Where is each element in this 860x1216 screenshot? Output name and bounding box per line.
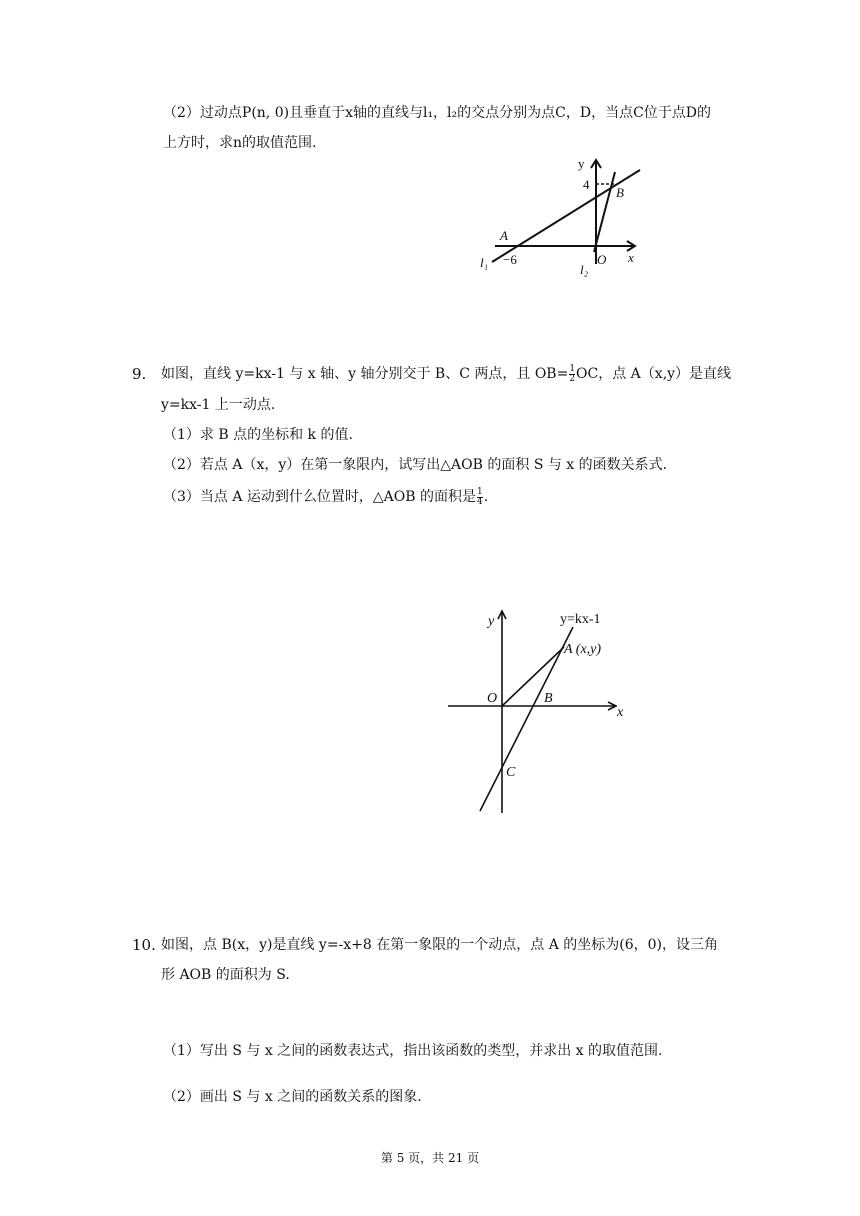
q8-label-neg6: −6 [503,252,517,267]
q9-frac2-num: 1 [477,486,483,497]
q9-line-kx-1 [480,627,573,811]
q8-label-4: 4 [583,177,590,192]
q8-part2-line2: 上方时，求n的取值范围. [163,135,317,151]
q10-part2: （2）画出 S 与 x 之间的函数关系的图象. [163,1089,422,1105]
q8-part2-line1: （2）过动点P(n, 0)且垂直于x轴的直线与l₁，l₂的交点分别为点C，D，当点C位于点D的 [163,105,712,121]
q10-line1: 如图，点 B(x，y)是直线 y=-x+8 在第一象限的一个动点，点 A 的坐标为(6，0)，设三角 [161,937,719,953]
q9-label-C: C [506,765,516,780]
q9-part2: （2）若点 A（x，y）在第一象限内，试写出△AOB 的面积 S 与 x 的函数关系式. [163,457,668,473]
q8-label-l1: l₁ [480,255,489,270]
q9-label-y: y [488,614,495,629]
q9-figure [440,605,640,820]
q9-part3-a: （3）当点 A 运动到什么位置时，△AOB 的面积是 [163,489,477,505]
q10-line2: 形 AOB 的面积为 S. [161,967,290,983]
q8-label-O: O [597,252,607,267]
q9-segment-OA [502,647,564,706]
q9-fraction-quarter [477,488,483,507]
q9-label-x: x [617,705,624,720]
q9-line1-a: 如图，直线 y=kx-1 与 x 轴、y 轴分别交于 B、C 两点，且 OB= [161,366,569,382]
q8-label-y: y [578,156,585,171]
q8-label-l2: l₂ [580,262,589,277]
q9-frac1-num: 1 [569,363,576,374]
q9-label-O: O [487,691,498,706]
q9-frac2-den: 4 [477,496,483,507]
q8-label-x: x [628,250,634,265]
q9-label-line: y=kx-1 [560,612,601,627]
q9-part3-b: . [483,489,489,505]
q9-line2: y=kx-1 上一动点. [161,397,276,413]
q9-part1: （1）求 B 点的坐标和 k 的值. [163,427,353,443]
q10-part1: （1）写出 S 与 x 之间的函数表达式，指出该函数的类型，并求出 x 的取值范围. [163,1043,663,1059]
q8-figure [470,152,650,282]
q9-frac1-den: 2 [569,373,576,384]
q9-label-B: B [544,691,553,706]
q9-line1-b: OC，点 A（x,y）是直线 [576,366,732,382]
q8-label-B: B [616,185,624,200]
q9-fraction-half [569,365,575,384]
q10-number: 10. [132,936,156,954]
page-footer: 第 5 页，共 21 页 [380,1151,480,1165]
q8-line-l1 [492,170,640,262]
q9-label-A: A (x,y) [564,642,602,657]
q8-label-A: A [500,228,508,243]
q9-number: 9. [132,365,147,383]
q9-part3 [163,487,488,507]
q9-line1 [161,364,731,384]
